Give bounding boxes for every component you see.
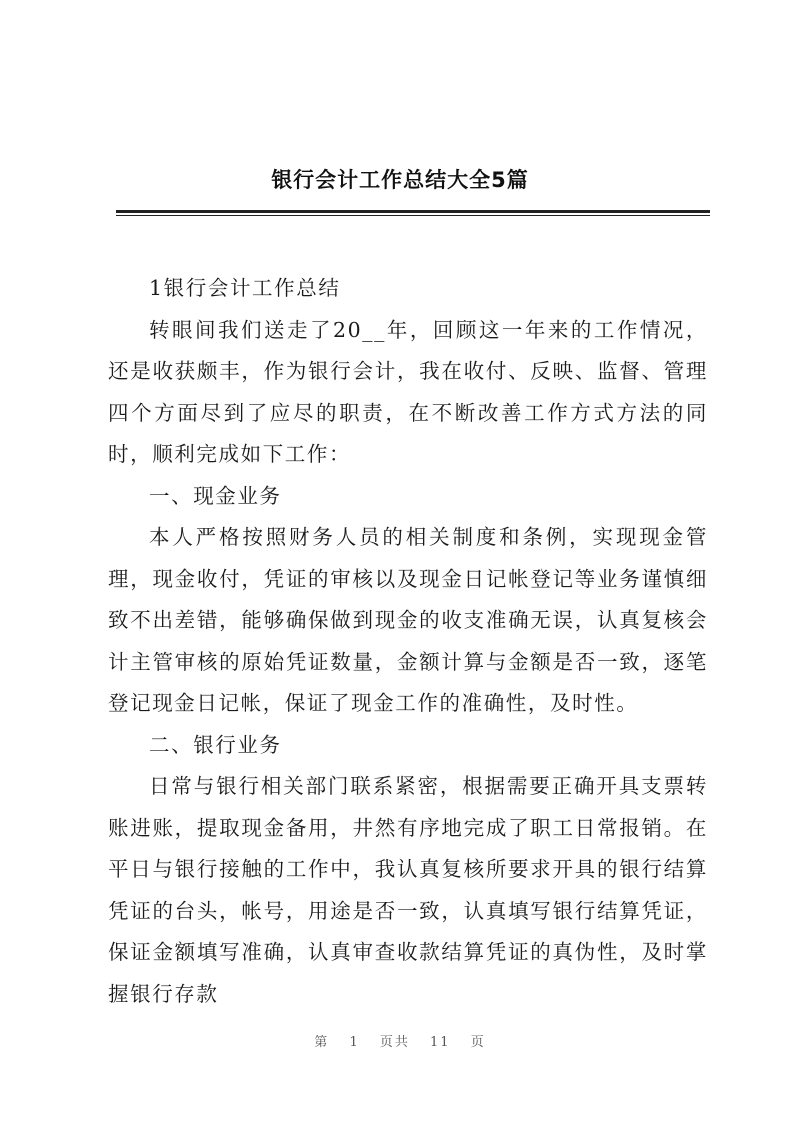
footer-page-label: 第	[314, 1035, 330, 1050]
title-divider-thin	[116, 215, 710, 216]
body-paragraph: 本人严格按照财务人员的相关制度和条例，实现现金管理，现金收付，凭证的审核以及现金日记帐登记等业务谨慎细致不出差错，能够确保做到现金的收支准确无误，认真复核会计主管审核的原始凭证数量，金额计算与金额是否一致，逐笔登记现金日记帐，保证了现金工作的准确性，及时性。	[108, 525, 708, 715]
footer-current-page: 1	[349, 1035, 360, 1050]
footer-of-label: 页共	[379, 1035, 410, 1050]
title-divider-thick	[116, 210, 710, 213]
footer-pages-label: 页	[470, 1035, 486, 1050]
document-title: 银行会计工作总结大全5篇	[271, 168, 529, 192]
footer-total-pages: 11	[430, 1035, 451, 1050]
document-body	[108, 268, 708, 1015]
section-subheading: 一、现金业务	[149, 483, 282, 508]
page-footer	[0, 1031, 800, 1050]
section-subheading: 二、银行业务	[149, 732, 282, 757]
body-paragraph: 日常与银行相关部门联系紧密，根据需要正确开具支票转账进账，提取现金备用，井然有序地完成了职工日常报销。在平日与银行接触的工作中，我认真复核所要求开具的银行结算凭证的台头，帐号，用途是否一致，认真填写银行结算凭证，保证金额填写准确，认真审查收款结算凭证的真伪性，及时掌握银行存款	[108, 774, 708, 1006]
body-paragraph: 转眼间我们送走了20__年，回顾这一年来的工作情况，还是收获颇丰，作为银行会计，我在收付、反映、监督、管理四个方面尽到了应尽的职责，在不断改善工作方式方法的同时，顺利完成如下工作：	[108, 317, 708, 466]
section-heading: 1银行会计工作总结	[149, 276, 341, 300]
